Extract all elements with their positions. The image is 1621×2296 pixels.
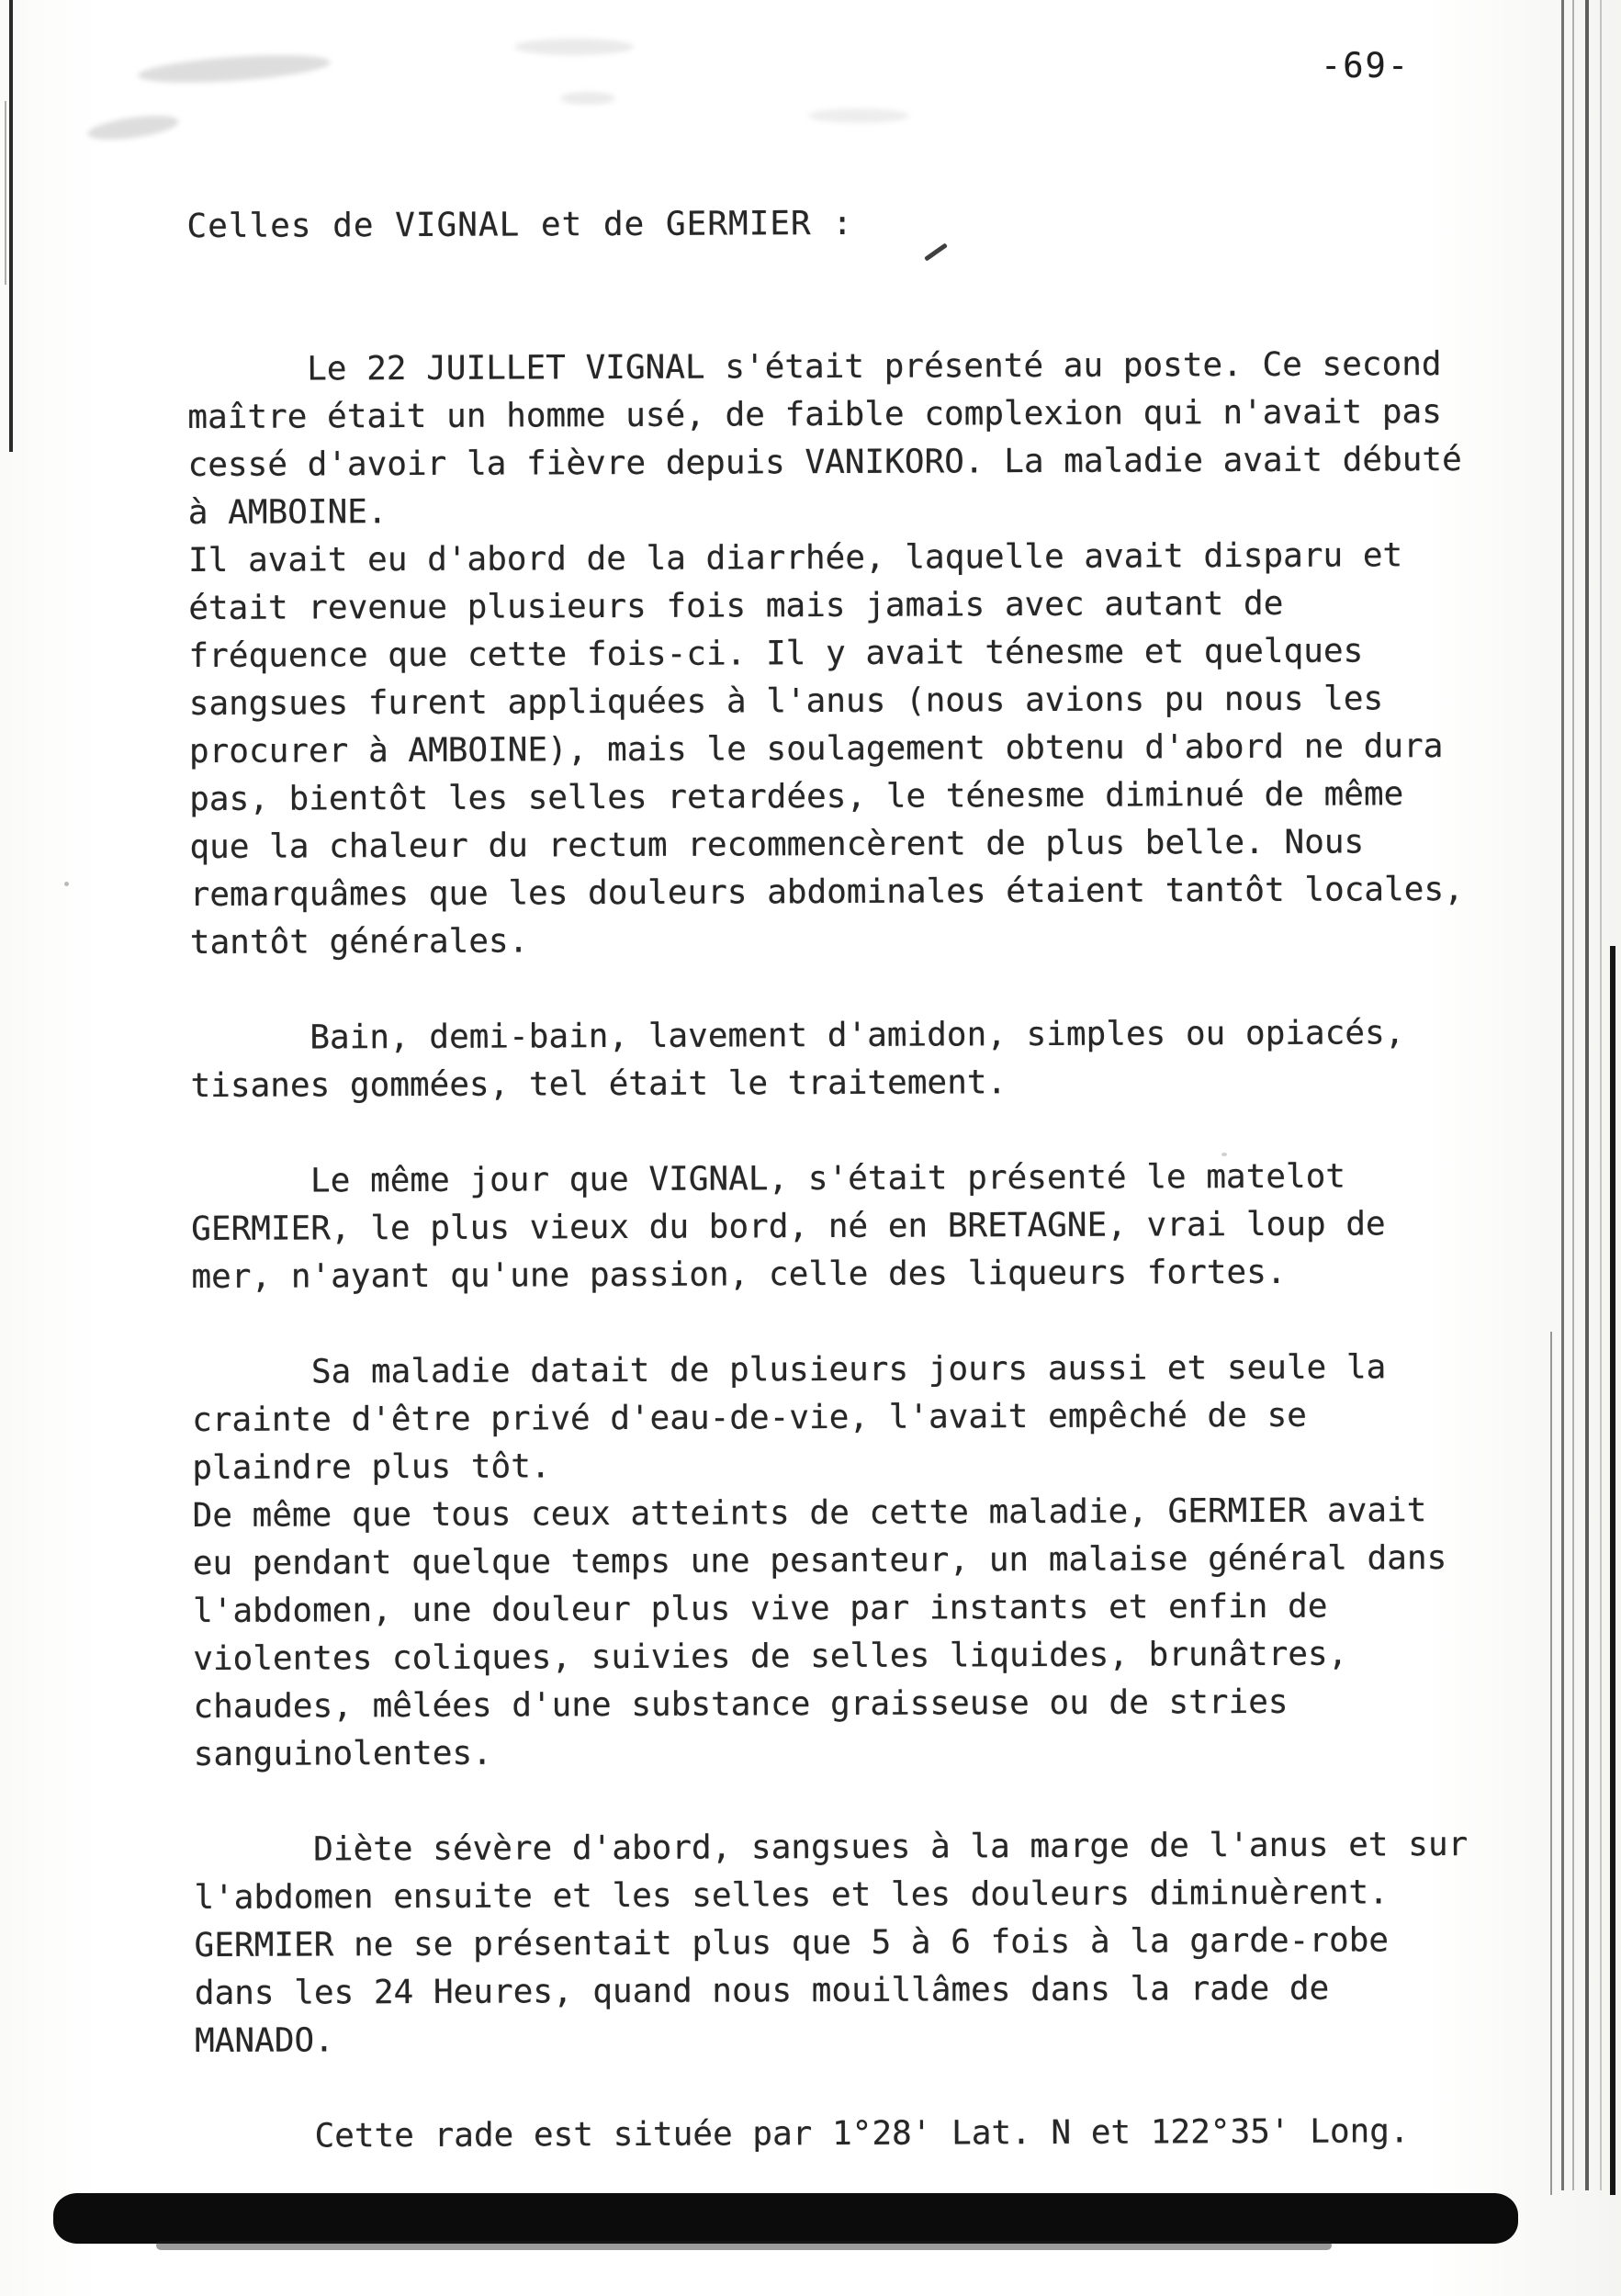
scan-artifact-bottom-black-bar	[53, 2193, 1518, 2244]
page-number: -69-	[1321, 46, 1411, 85]
scan-artifact-right-binding-line	[1550, 1332, 1552, 2195]
paragraph-4: Le même jour que VIGNAL, s'était présenté le matelot GERMIER, le plus vieux du bord, né en BRETAGNE, vrai loup de mer, n'ayant qu'une passion, celle des liqueurs fortes.	[191, 1157, 1386, 1297]
scan-artifact-smudge	[808, 108, 909, 123]
paragraph-5: Sa maladie datait de plusieurs jours aussi et seule la crainte d'être privé d'eau-de-vie, l'avait empêché de se plaindre plus tôt.	[192, 1348, 1387, 1488]
scan-artifact-right-streak	[1600, 0, 1602, 2190]
scan-artifact-bottom-black-bar-2	[156, 2241, 1332, 2250]
scan-artifact-right-streak	[1561, 0, 1564, 2190]
scan-artifact-smudge	[560, 92, 615, 105]
paragraph-2: Il avait eu d'abord de la diarrhée, laquelle avait disparu et était revenue plusieurs fois mais jamais avec autant de fréquence que cette fois-ci. Il y avait ténesme et quelques sangsues furent appliquées à l'anus (nous avions pu nous les procurer à AMBOINE), mais le soulagement obtenu d'abord ne dura pas, bientôt les selles retardées, le ténesme diminué de même que la chaleur du rectum recommencèrent de plus belle. Nous remarquâmes que les douleurs abdominales étaient tantôt locales, tantôt générales.	[187, 536, 1464, 962]
scan-artifact-smudge	[514, 39, 634, 55]
paragraph-8: Cette rade est située par 1°28' Lat. N et 122°35' Long.	[314, 2112, 1410, 2155]
scan-artifact-right-streak	[1572, 0, 1574, 2190]
paragraph-3: Bain, demi-bain, lavement d'amidon, simples ou opiacés, tisanes gommées, tel était le traitement.	[190, 1014, 1405, 1106]
paragraph-1: Le 22 JUILLET VIGNAL s'était présenté au poste. Ce second maître était un homme usé, de faible complexion qui n'avait pas cessé d'avoir la fièvre depuis VANIKORO. La maladie avait débuté à AMBOINE.	[187, 345, 1462, 533]
document-heading: Celles de VIGNAL et de GERMIER :	[186, 204, 854, 246]
scan-artifact-left-edge-line	[9, 0, 13, 452]
scan-artifact-speck	[64, 882, 69, 886]
paragraph-6: De même que tous ceux atteints de cette maladie, GERMIER avait eu pendant quelque temps une pesanteur, un malaise général dans l'abdomen, une douleur plus vive par instants et enfin de violentes coliques, suivies de selles liquides, brunâtres, chaudes, mêlées d'une substance graisseuse ou de stries sanguinolentes.	[192, 1491, 1447, 1774]
paragraph-7: Diète sévère d'abord, sangsues à la marge de l'anus et sur l'abdomen ensuite et les selles et les douleurs diminuèrent. GERMIER ne se présentait plus que 5 à 6 fois à la garde-robe dans les 24 Heures, quand nous mouillâmes dans la rade de MANADO.	[194, 1825, 1469, 2061]
scan-artifact-right-streak	[1585, 0, 1589, 2190]
scan-artifact-smudge	[86, 111, 180, 144]
scan-artifact-left-edge-line-2	[5, 101, 6, 285]
scan-artifact-right-binding-line	[1610, 946, 1615, 2195]
document-body	[186, 197, 1480, 2161]
scan-artifact-smudge	[137, 51, 331, 88]
